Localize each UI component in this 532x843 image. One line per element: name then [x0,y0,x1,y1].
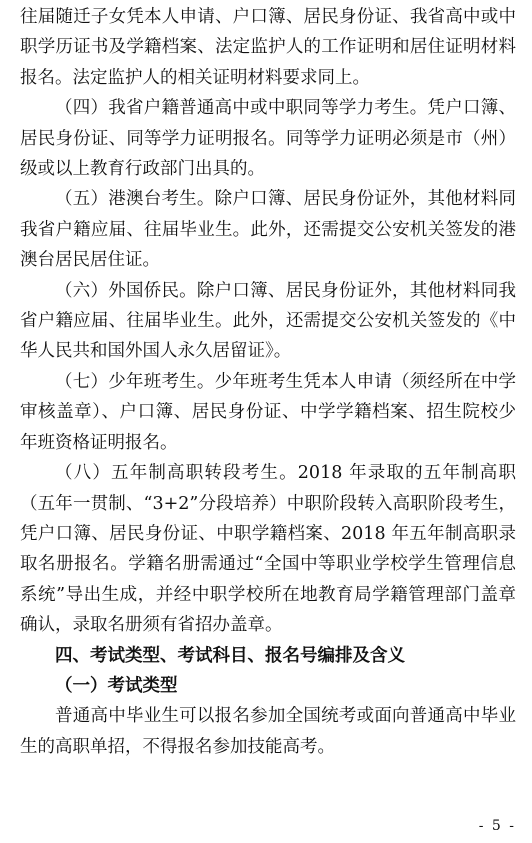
paragraph-item-seven: （七）少年班考生。少年班考生凭本人申请（须经所在中学审核盖章）、户口簿、居民身份证、中学学籍档案、招生院校少年班资格证明报名。 [20,371,516,453]
subsection-heading: （一）考试类型 [55,675,178,696]
paragraph-continued-migrant-students: 往届随迁子女凭本人申请、户口簿、居民身份证、我省高中或中职学历证书及学籍档案、法定监护人的工作证明和居住证明材料报名。法定监护人的相关证明材料要求同上。 [20,7,516,88]
paragraph-item-four: （四）我省户籍普通高中或中职同等学力考生。凭户口簿、居民身份证、同等学力证明报名。同等学力证明必须是市（州）级或以上教育行政部门出具的。 [20,98,516,180]
document-body [20,2,516,762]
paragraph-exam-type: 普通高中毕业生可以报名参加全国统考或面向普通高中毕业生的高职单招，不得报名参加技能高考。 [20,706,516,757]
paragraph-item-five: （五）港澳台考生。除户口簿、居民身份证外，其他材料同我省户籍应届、往届毕业生。此外，还需提交公安机关签发的港澳台居民居住证。 [20,189,516,271]
page-number: - 5 - [478,818,516,834]
paragraph-item-six: （六）外国侨民。除户口簿、居民身份证外，其他材料同我省户籍应届、往届毕业生。此外，还需提交公安机关签发的《中华人民共和国外国人永久居留证》。 [20,280,516,362]
paragraph-item-eight: （八）五年制高职转段考生。2018 年录取的五年制高职（五年一贯制、“3+2”分段培养）中职阶段转入高职阶段考生，凭户口簿、居民身份证、中职学籍档案、2018 年五年制高职录取名册报名。学籍名册需通过“全国中等职业学校学生管理信息系统”导出生成，并经中职学校所在地教育局学籍管理部门盖章确认，录取名册须有省招办盖章。 [20,463,516,636]
section-heading: 四、考试类型、考试科目、报名号编排及含义 [55,645,405,666]
